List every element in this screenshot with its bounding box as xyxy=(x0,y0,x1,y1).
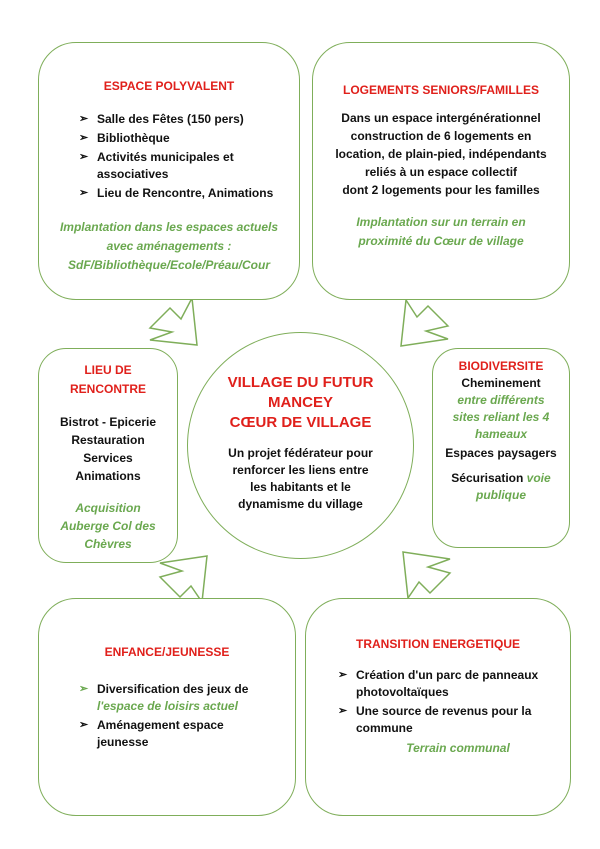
logements-note: Implantation sur un terrain en proximité du Cœur de village xyxy=(356,215,526,248)
list-item: ➢ Salle des Fêtes (150 pers) xyxy=(79,112,244,126)
arrow-espace-to-center xyxy=(150,298,197,345)
biodiversite-box xyxy=(432,348,570,548)
arrow-bullet-icon: ➢ xyxy=(79,151,89,163)
logements-title: LOGEMENTS SENIORS/FAMILLES xyxy=(342,83,539,97)
arrow-enfance-to-center xyxy=(160,556,207,602)
list-item: ➢ Aménagement espace jeunesse xyxy=(79,718,224,749)
arrow-transition-to-center xyxy=(403,552,450,598)
center-body: Un projet fédérateur pour renforcer les liens entre les habitants et le dynamisme du village xyxy=(228,446,373,511)
espace-polyvalent-box xyxy=(38,42,300,300)
lieu-title: LIEU DE RENCONTRE xyxy=(69,363,146,396)
lieu-lines: Bistrot - Epicerie Restauration Services Animations xyxy=(59,415,157,483)
arrow-logements-to-center xyxy=(401,300,448,346)
logements-box xyxy=(312,42,570,300)
transition-note: Terrain communal xyxy=(406,741,510,755)
center-circle xyxy=(187,332,414,559)
transition-title: TRANSITION ENERGETIQUE xyxy=(355,637,520,651)
arrow-bullet-icon: ➢ xyxy=(338,705,348,717)
center-title: VILLAGE DU FUTUR MANCEY CŒUR DE VILLAGE xyxy=(227,374,374,431)
arrow-bullet-icon: ➢ xyxy=(79,719,89,731)
arrow-bullet-icon: ➢ xyxy=(79,113,89,125)
arrow-bullet-icon: ➢ xyxy=(79,683,89,695)
list-item: ➢ Création d'un parc de panneaux photovoltaïques xyxy=(338,668,539,699)
espace-note: Implantation dans les espaces actuels avec aménagements : SdF/Bibliothèque/Ecole/Préau/Cour xyxy=(59,220,279,272)
list-item: ➢ Diversification des jeux de l'espace de loisirs actuel xyxy=(79,682,249,713)
espace-title: ESPACE POLYVALENT xyxy=(103,79,235,93)
list-item: ➢ Une source de revenus pour la commune xyxy=(338,704,532,735)
enfance-list xyxy=(79,681,279,751)
enfance-box xyxy=(38,598,296,816)
transition-list xyxy=(338,667,560,737)
enfance-title: ENFANCE/JEUNESSE xyxy=(104,645,230,659)
bio-title: BIODIVERSITE xyxy=(458,359,544,373)
arrow-bullet-icon: ➢ xyxy=(79,187,89,199)
transition-box xyxy=(305,598,571,816)
list-item: ➢ Bibliothèque xyxy=(79,131,170,145)
espace-list xyxy=(79,111,279,202)
lieu-box xyxy=(38,348,178,563)
list-item: ➢ Lieu de Rencontre, Animations xyxy=(79,186,274,200)
lieu-note: Acquisition Auberge Col des Chèvres xyxy=(60,501,156,551)
logements-body: Dans un espace intergénérationnel construction de 6 logements en location, de plain-pied, indépendants reliés à un espace collectif dont 2 logements pour les familles xyxy=(335,111,547,197)
bio-body: Cheminement entre différents sites reliant les 4 hameaux Espaces paysagers Sécurisation voie publique xyxy=(445,376,557,502)
arrow-bullet-icon: ➢ xyxy=(338,669,348,681)
list-item: ➢ Activités municipales et associatives xyxy=(79,150,234,181)
arrow-bullet-icon: ➢ xyxy=(79,132,89,144)
